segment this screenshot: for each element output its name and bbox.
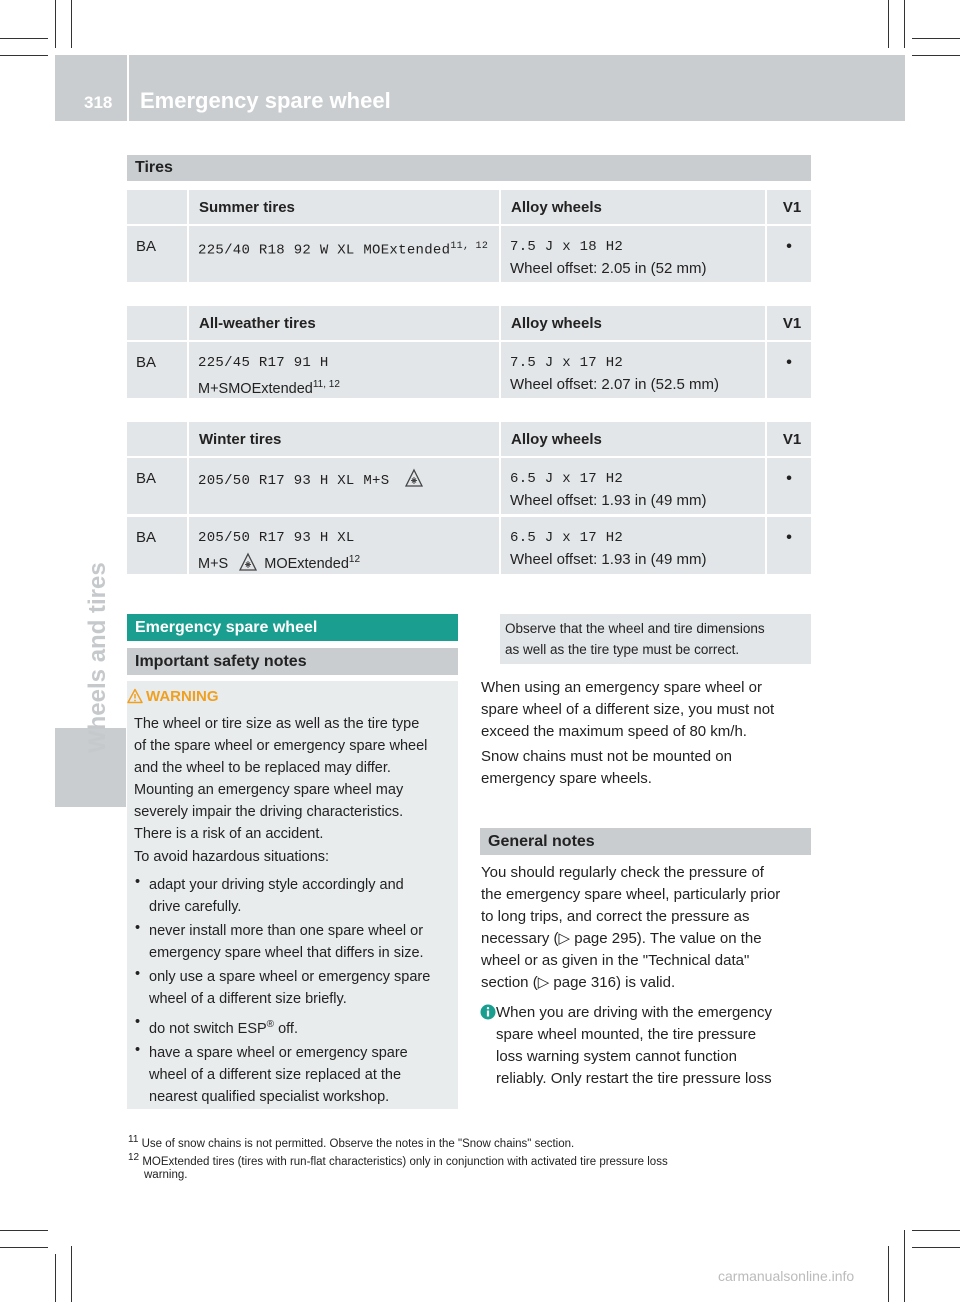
bullet-marker: • — [135, 1042, 141, 1058]
crop-mark — [888, 1246, 889, 1302]
table-cell-code: BA — [127, 342, 187, 398]
paragraph: Snow chains must not be mounted on emergency spare wheels. — [481, 748, 732, 787]
crop-mark — [0, 55, 48, 56]
info-text: When you are driving with the emergency spare wheel mounted, the tire pressure loss warning system cannot function reliably. Only restart the tire pressure loss — [496, 1004, 772, 1087]
page-number: 318 — [84, 93, 113, 112]
crop-mark — [904, 1230, 905, 1302]
list-item: adapt your driving style accordingly and drive carefully. — [149, 877, 404, 915]
warning-label: WARNING — [146, 688, 219, 705]
table-cell-wheel: 7.5 J x 18 H2 Wheel offset: 2.05 in (52 mm) — [501, 226, 765, 282]
warning-triangle-icon — [127, 688, 143, 704]
crop-mark — [912, 1230, 960, 1231]
table-cell-tire: 225/45 R17 91 H M+SMOExtended$^{11, 12}$ — [189, 342, 499, 398]
footnote: $^{12}$ MOExtended tires (tires with run-flat characteristics) only in conjunction with activated tire pressure loss — [128, 1152, 668, 1168]
crop-mark — [912, 38, 960, 39]
side-tab-label: Wheels and tires — [84, 562, 111, 753]
crop-mark — [0, 1247, 48, 1248]
list-item: only use a spare wheel or emergency spare wheel of a different size briefly. — [149, 969, 431, 1007]
table-header-cell: Alloy wheels — [501, 190, 765, 224]
bullet-marker: • — [135, 1014, 141, 1030]
crop-mark — [55, 1254, 56, 1302]
table-header-cell: Alloy wheels — [501, 422, 765, 456]
info-icon — [480, 1004, 496, 1020]
subsection-title: Important safety notes — [127, 648, 458, 675]
tires-title: Tires — [127, 155, 811, 181]
table-header-cell: V1 — [767, 306, 811, 340]
snowflake-mountain-icon — [238, 552, 258, 572]
warning-text: The wheel or tire size as well as the tire type of the spare wheel or emergency spare wheel and the wheel to be replaced may differ. Mounting an emergency spare wheel may severely impair the driving characteristics. There is a risk of an accident. — [134, 716, 428, 842]
table-cell-v1: • — [767, 517, 811, 574]
table-header-cell — [127, 190, 187, 224]
crop-mark — [888, 0, 889, 48]
table-cell-v1: • — [767, 226, 811, 282]
paragraph: When using an emergency spare wheel or spare wheel of a different size, you must not exceed the maximum speed of 80 km/h. — [481, 679, 775, 740]
bullet-marker: • — [135, 966, 141, 982]
avoid-intro: To avoid hazardous situations: — [134, 849, 330, 865]
table-cell-v1: • — [767, 342, 811, 398]
bullet-marker: • — [135, 874, 141, 890]
crop-mark — [0, 1230, 48, 1231]
table-header-cell — [127, 306, 187, 340]
crop-mark — [55, 0, 56, 48]
table-header-cell: All-weather tires — [189, 306, 499, 340]
crop-mark — [912, 1247, 960, 1248]
table-cell-wheel: 6.5 J x 17 H2 Wheel offset: 1.93 in (49 mm) — [501, 517, 765, 574]
subsection-title: General notes — [480, 828, 811, 855]
note-text: Observe that the wheel and tire dimensions as well as the tire type must be correct. — [505, 621, 765, 657]
footnote: $^{11}$ Use of snow chains is not permitted. Observe the notes in the "Snow chains" section. — [128, 1134, 575, 1150]
table-cell-tire: 205/50 R17 93 H XL M+S — [189, 458, 499, 514]
section-title: Emergency spare wheel — [127, 614, 458, 641]
snowflake-mountain-icon — [404, 468, 424, 488]
list-item: do not switch ESP® off. — [149, 1019, 298, 1037]
table-cell-wheel: 6.5 J x 17 H2 Wheel offset: 1.93 in (49 mm) — [501, 458, 765, 514]
bullet-marker: • — [135, 920, 141, 936]
header-divider — [127, 55, 129, 121]
table-cell-code: BA — [127, 517, 187, 574]
table-cell-wheel: 7.5 J x 17 H2 Wheel offset: 2.07 in (52.5 mm) — [501, 342, 765, 398]
page-title: Emergency spare wheel — [140, 88, 391, 113]
paragraph: You should regularly check the pressure of the emergency spare wheel, particularly prior to long trips, and correct the pressure as necessary (▷ page 295). The value on the wheel or as given in the "Technical data" section (▷ page 316) is valid. — [481, 864, 781, 991]
table-cell-tire: 205/50 R17 93 H XL M+S MOExtended$^{12}$ — [189, 517, 499, 574]
list-item: have a spare wheel or emergency spare wheel of a different size replaced at the nearest qualified specialist workshop. — [149, 1045, 408, 1105]
crop-mark — [71, 1246, 72, 1302]
table-cell-code: BA — [127, 226, 187, 282]
table-header-cell: Alloy wheels — [501, 306, 765, 340]
table-header-cell: V1 — [767, 190, 811, 224]
table-header-cell — [127, 422, 187, 456]
table-cell-code: BA — [127, 458, 187, 514]
crop-mark — [912, 55, 960, 56]
crop-mark — [71, 0, 72, 48]
table-header-cell: Summer tires — [189, 190, 499, 224]
footer-watermark: carmanualsonline.info — [718, 1268, 855, 1284]
crop-mark — [904, 0, 905, 48]
crop-mark — [0, 38, 48, 39]
list-item: never install more than one spare wheel or emergency spare wheel that differs in size. — [149, 923, 424, 961]
table-header-cell: Winter tires — [189, 422, 499, 456]
table-cell-tire: 225/40 R18 92 W XL MOExtended$^{11, 12}$ — [189, 226, 499, 282]
table-header-cell: V1 — [767, 422, 811, 456]
footnote-continuation: warning. — [144, 1169, 188, 1181]
table-cell-v1: • — [767, 458, 811, 514]
